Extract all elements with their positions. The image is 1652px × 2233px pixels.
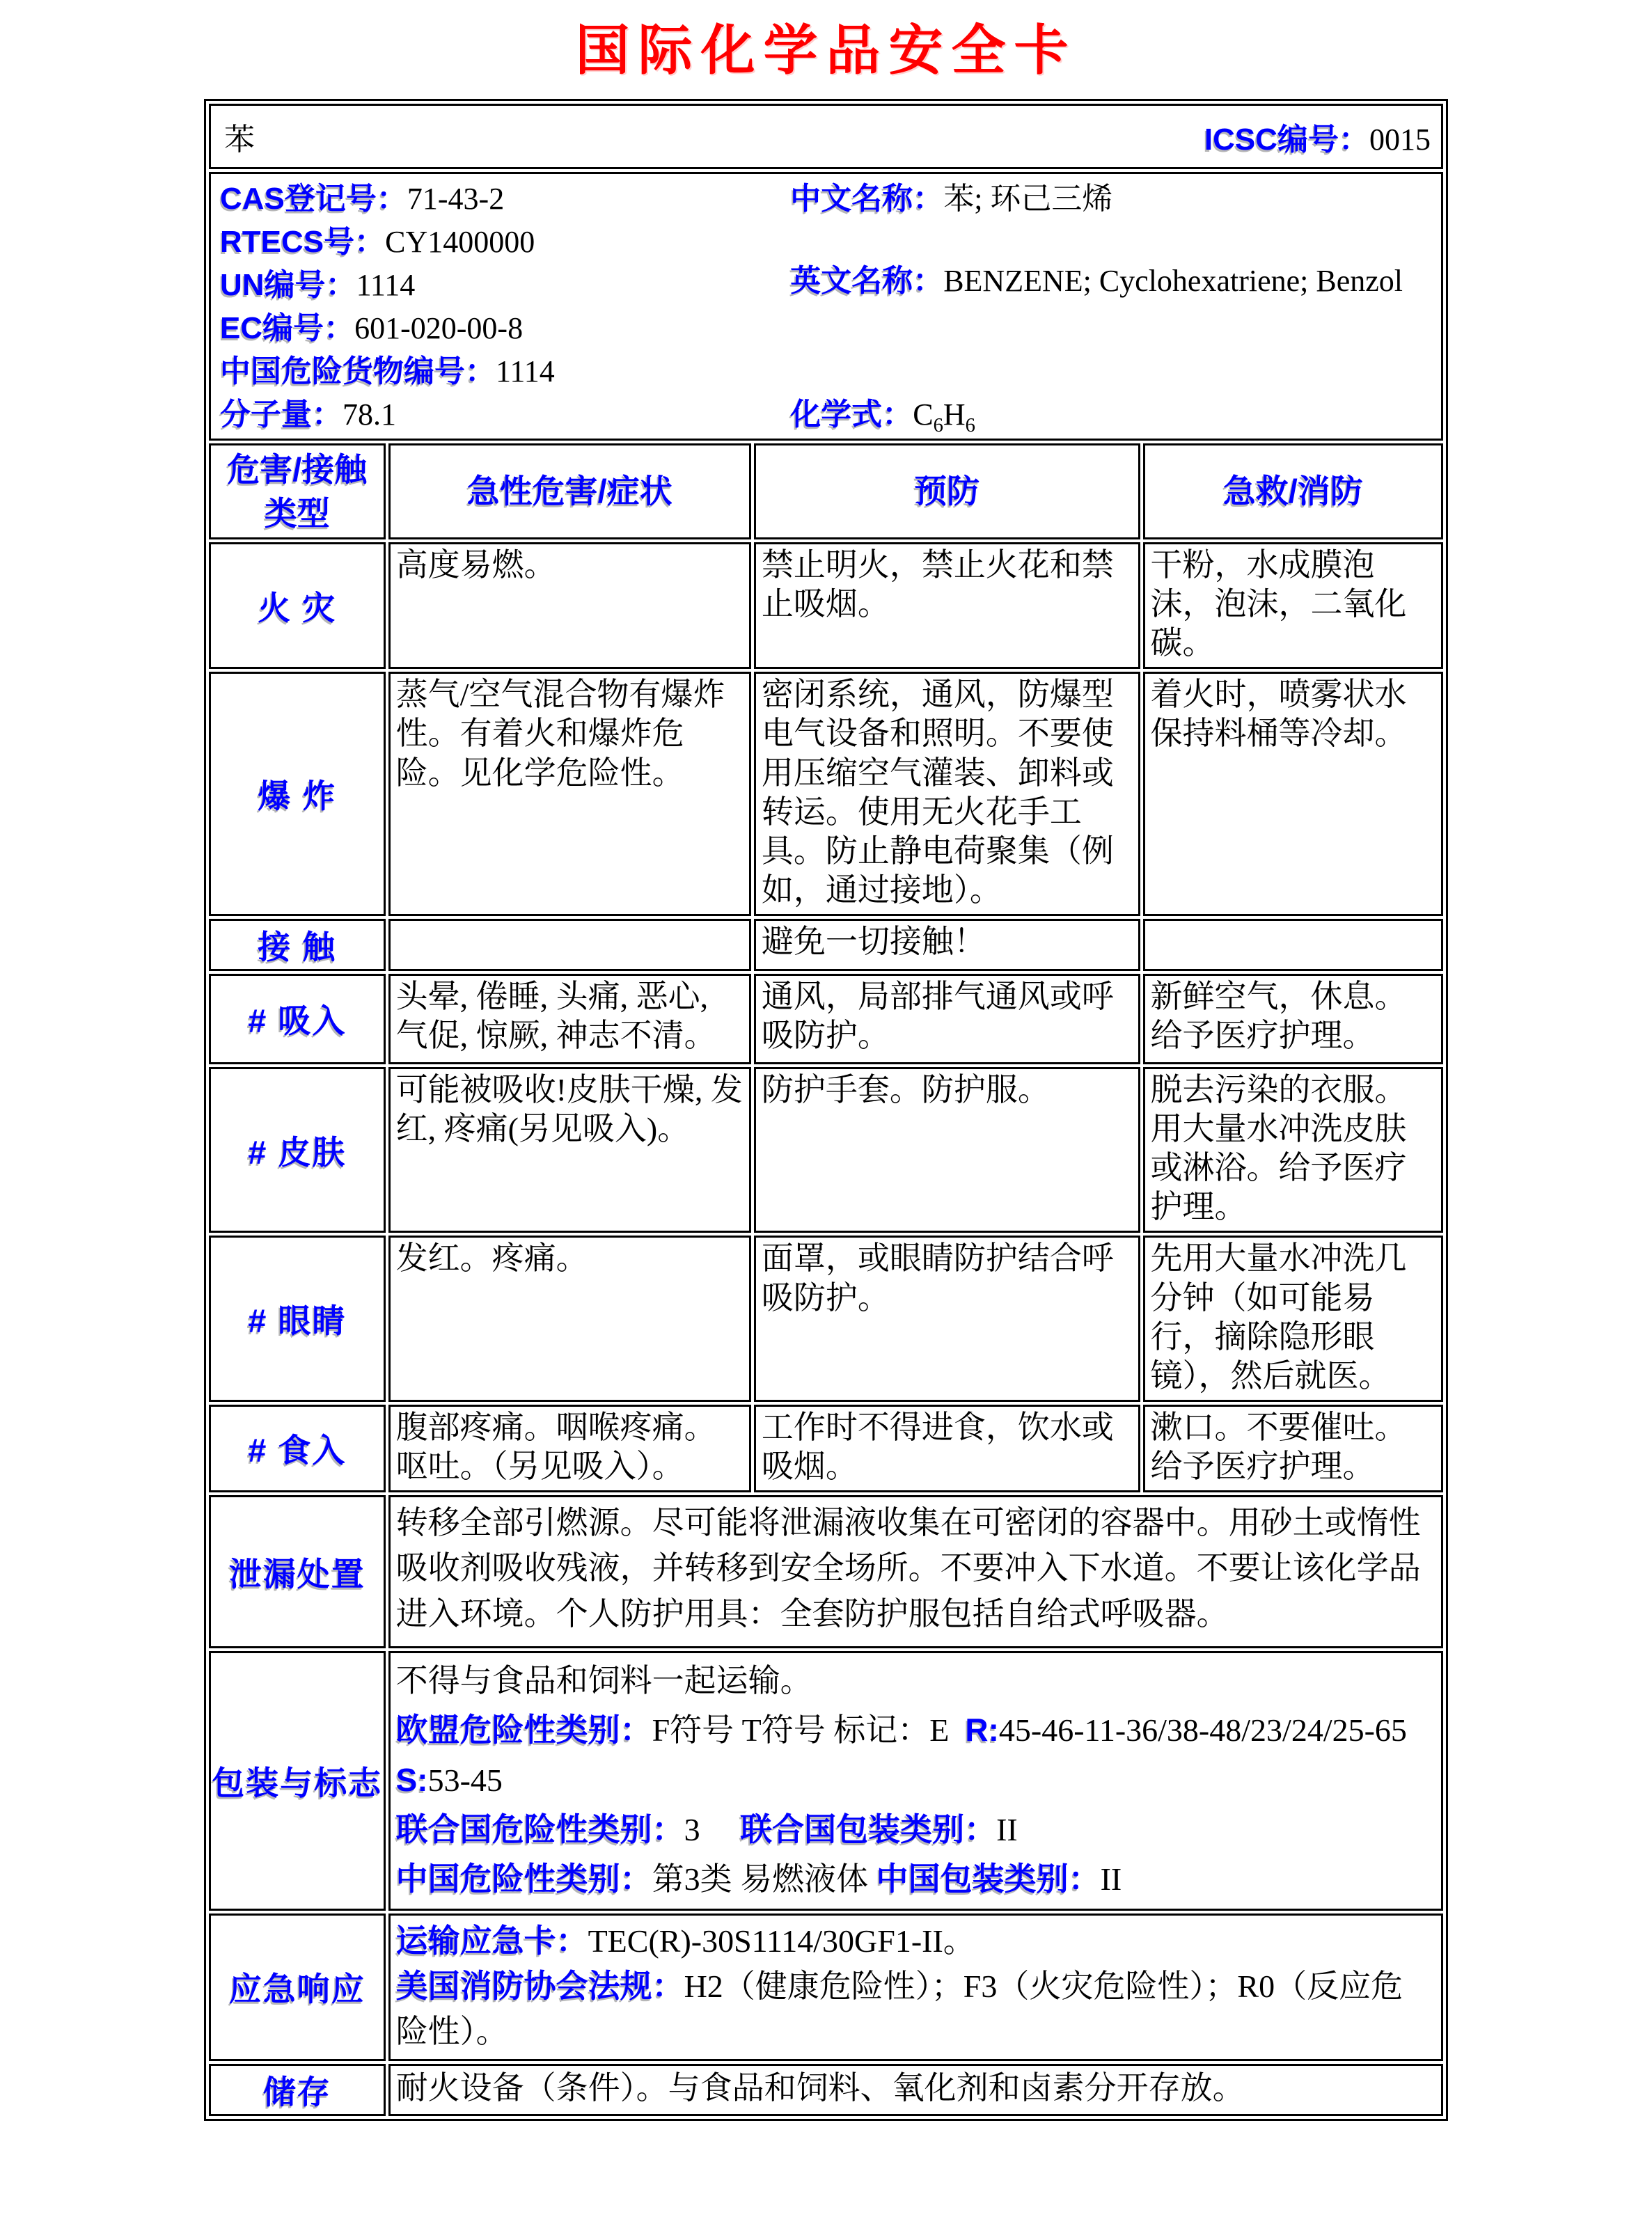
- section-text-line: 欧盟危险性类别：F符号 T符号 标记：E R:45-46-11-36/38-48/23/24/25-65 S:53-45: [395, 1712, 1431, 1798]
- rtecs-number-line: [220, 221, 790, 264]
- row-skin: [209, 1067, 1443, 1233]
- icsc-number-label: ICSC编号：: [1204, 123, 1369, 157]
- exposure-prevention: 避免一切接触！: [754, 919, 1140, 971]
- section-text-line: 联合国危险性类别：3 联合国包装类别：II: [395, 1810, 1018, 1847]
- row-storage-label: 储存: [209, 2064, 386, 2116]
- chemical-formula-label: 化学式：: [790, 397, 913, 432]
- english-name-value: BENZENE; Cyclohexatriene; Benzol: [943, 264, 1403, 298]
- cas-number-label: CAS登记号：: [220, 182, 407, 216]
- skin-prevention: 防护手套。防护服。: [754, 1067, 1140, 1233]
- explosion-symptom: 蒸气/空气混合物有爆炸性。有着火和爆炸危险。见化学危险性。: [388, 672, 751, 916]
- chemical-formula-value: $C_6H_6$: [913, 397, 975, 436]
- fire-prevention: 禁止明火，禁止火花和禁止吸烟。: [754, 542, 1140, 669]
- row-packaging-labelling: [209, 1651, 1443, 1910]
- explosion-prevention: 密闭系统，通风，防爆型电气设备和照明。不要使用压缩空气灌装、卸料或转运。使用无火花手工具。防止静电荷聚集（例如，通过接地）。: [754, 672, 1140, 916]
- chemical-formula-line: [790, 393, 1433, 436]
- spillage-content: [388, 1495, 1443, 1648]
- ec-number-line: [220, 307, 790, 350]
- storage-content: [388, 2064, 1443, 2116]
- ec-number-value: 601-020-00-8: [354, 311, 524, 345]
- substance-header-row: [209, 104, 1443, 169]
- identifiers-right-column: [790, 177, 1433, 436]
- section-text-line: 运输应急卡：TEC(R)-30S1114/30GF1-II。: [395, 1922, 975, 1959]
- icsc-number: [1204, 114, 1431, 159]
- row-explosion: [209, 672, 1443, 916]
- un-number-line: [220, 264, 790, 307]
- molecular-weight-line: [220, 393, 790, 436]
- row-exposure: [209, 919, 1443, 971]
- packaging-content: [388, 1651, 1443, 1910]
- row-packaging-label: 包装与标志: [209, 1651, 386, 1910]
- eyes-firstaid: 先用大量水冲洗几分钟（如可能易行，摘除隐形眼镜），然后就医。: [1143, 1236, 1443, 1401]
- row-ingestion-label: # 食入: [209, 1405, 386, 1492]
- un-number-label: UN编号：: [220, 268, 356, 302]
- identifiers-row: [209, 172, 1443, 441]
- eyes-symptom: 发红。疼痛。: [388, 1236, 751, 1401]
- section-text-line: 转移全部引燃源。尽可能将泄漏液收集在可密闭的容器中。用砂土或惰性吸收剂吸收残液，并转移到安全场所。不要冲入下水道。不要让该化学品进入环境。个人防护用具：全套防护服包括自给式呼吸器。: [395, 1505, 1421, 1632]
- molecular-weight-label: 分子量：: [220, 397, 343, 432]
- emergency-content: [388, 1914, 1443, 2061]
- explosion-firstaid: 着火时，喷雾状水保持料桶等冷却。: [1143, 672, 1443, 916]
- fire-symptom: 高度易燃。: [388, 542, 751, 669]
- ec-number-label: EC编号：: [220, 311, 355, 345]
- page-title: 国际化学品安全卡: [575, 20, 1077, 81]
- chinese-name-label: 中文名称：: [790, 182, 944, 216]
- table-header-row: [209, 443, 1443, 539]
- ingestion-symptom: 腹部疼痛。咽喉疼痛。呕吐。（另见吸入）。: [388, 1405, 751, 1492]
- header-first-aid-fire: 急救/消防: [1143, 443, 1443, 539]
- china-dg-number-label: 中国危险货物编号：: [220, 354, 496, 388]
- exposure-symptom: [388, 919, 751, 971]
- section-text-line: 耐火设备（条件）。与食品和饲料、氧化剂和卤素分开存放。: [395, 2069, 1245, 2106]
- english-name-line: [790, 260, 1433, 303]
- molecular-weight-value: 78.1: [343, 397, 396, 432]
- inhalation-prevention: 通风，局部排气通风或呼吸防护。: [754, 974, 1140, 1064]
- china-dg-number-line: [220, 350, 790, 393]
- row-inhalation-label: # 吸入: [209, 974, 386, 1064]
- section-text-line: 中国危险性类别：第3类 易燃液体 中国包装类别：II: [395, 1861, 1122, 1897]
- eyes-prevention: 面罩，或眼睛防护结合呼吸防护。: [754, 1236, 1140, 1401]
- english-name-label: 英文名称：: [790, 264, 944, 298]
- row-inhalation: [209, 974, 1443, 1064]
- skin-symptom: 可能被吸收!皮肤干燥, 发红, 疼痛(另见吸入)。: [388, 1067, 751, 1233]
- row-eyes-label: # 眼睛: [209, 1236, 386, 1401]
- chinese-name-line: [790, 177, 1433, 221]
- header-acute-hazards: 急性危害/症状: [388, 443, 751, 539]
- substance-header-cell: [209, 104, 1443, 169]
- row-fire-label: 火 灾: [209, 542, 386, 669]
- header-hazard-type: 危害/接触 类型: [209, 443, 386, 539]
- section-text-line: 不得与食品和饲料一起运输。: [395, 1663, 812, 1699]
- row-storage: [209, 2064, 1443, 2116]
- chinese-name-value: 苯; 环己三烯: [943, 182, 1113, 216]
- section-text-line: 美国消防协会法规：H2（健康危险性）；F3（火灾危险性）；R0（反应危险性）。: [395, 1967, 1403, 2050]
- un-number-value: 1114: [356, 268, 416, 302]
- rtecs-number-value: CY1400000: [385, 225, 535, 259]
- substance-name: 苯: [224, 123, 255, 157]
- row-spillage: [209, 1495, 1443, 1648]
- row-spillage-label: 泄漏处置: [209, 1495, 386, 1648]
- china-dg-number-value: 1114: [496, 354, 555, 388]
- row-ingestion: [209, 1405, 1443, 1492]
- row-emergency-label: 应急响应: [209, 1914, 386, 2061]
- row-skin-label: # 皮肤: [209, 1067, 386, 1233]
- row-emergency-response: [209, 1914, 1443, 2061]
- inhalation-symptom: 头晕, 倦睡, 头痛, 恶心, 气促, 惊厥, 神志不清。: [388, 974, 751, 1064]
- inhalation-firstaid: 新鲜空气，休息。给予医疗护理。: [1143, 974, 1443, 1064]
- fire-firstaid: 干粉，水成膜泡沫，泡沫，二氧化碳。: [1143, 542, 1443, 669]
- exposure-firstaid: [1143, 919, 1443, 971]
- row-fire: [209, 542, 1443, 669]
- cas-number-value: 71-43-2: [407, 182, 505, 216]
- icsc-document: [204, 0, 1448, 2121]
- skin-firstaid: 脱去污染的衣服。用大量水冲洗皮肤或淋浴。给予医疗护理。: [1143, 1067, 1443, 1233]
- identifiers-left-column: [220, 177, 790, 436]
- row-exposure-label: 接 触: [209, 919, 386, 971]
- rtecs-number-label: RTECS号：: [220, 225, 386, 259]
- identifiers-cell: [209, 172, 1443, 441]
- ingestion-firstaid: 漱口。不要催吐。给予医疗护理。: [1143, 1405, 1443, 1492]
- safety-card-table: [204, 99, 1448, 2121]
- row-explosion-label: 爆 炸: [209, 672, 386, 916]
- icsc-number-value: 0015: [1369, 123, 1431, 157]
- cas-number-line: [220, 177, 790, 221]
- row-eyes: [209, 1236, 1443, 1401]
- ingestion-prevention: 工作时不得进食，饮水或吸烟。: [754, 1405, 1140, 1492]
- header-prevention: 预防: [754, 443, 1140, 539]
